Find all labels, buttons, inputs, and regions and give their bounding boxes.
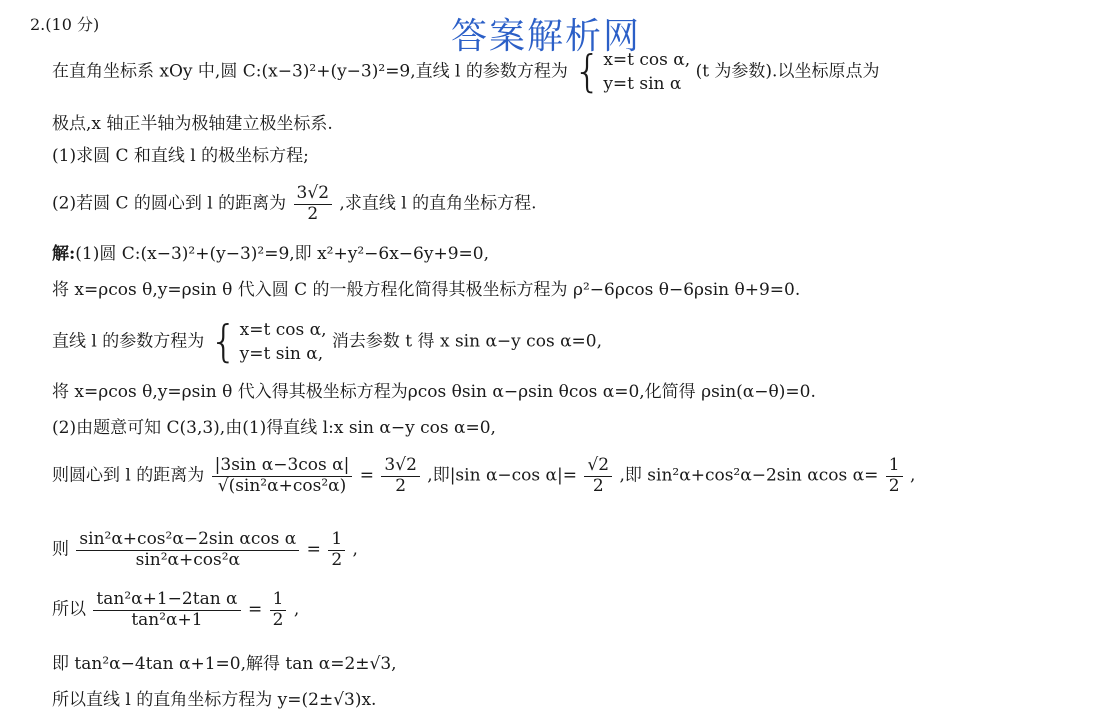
parametric-system xyxy=(573,46,691,97)
fraction-denominator: √(sin²α+cos²α) xyxy=(217,475,347,496)
solution-text: ,即 sin²α+cos²α−2sin αcos α= xyxy=(619,465,879,486)
fraction-denominator: 2 xyxy=(272,609,284,630)
fraction-numerator: |3sin α−3cos α| xyxy=(212,456,353,477)
solution-text: (1)圆 C:(x−3)²+(y−3)²=9,即 x²+y²−6x−6y+9=0, xyxy=(75,244,489,264)
solution-text: 消去参数 t 得 x sin α−y cos α=0, xyxy=(331,331,603,352)
brace: { xyxy=(573,46,602,97)
fraction-numerator: 3√2 xyxy=(381,456,419,477)
bleed-through-text xyxy=(860,18,864,34)
problem-intro-text: 在直角坐标系 xOy 中,圆 C:(x−3)²+(y−3)²=9,直线 l 的参数方程为 xyxy=(52,61,568,82)
solution-label: 解: xyxy=(52,244,76,264)
fraction-numerator: 1 xyxy=(886,456,903,477)
fraction xyxy=(886,456,903,496)
fraction xyxy=(270,590,287,630)
problem-intro xyxy=(52,46,880,97)
equals-sign: = xyxy=(247,599,263,620)
question-2 xyxy=(52,184,536,224)
fraction-denominator: tan²α+1 xyxy=(131,609,203,630)
solution-line-4: 将 x=ρcos θ,y=ρsin θ 代入得其极坐标方程为ρcos θsin α−ρsin θcos α=0,化简得 ρsin(α−θ)=0. xyxy=(52,382,816,402)
fraction-numerator: sin²α+cos²α−2sin αcos α xyxy=(76,530,299,551)
brace: { xyxy=(209,316,238,367)
param-y: y=t sin α xyxy=(603,73,682,94)
fraction-denominator: 2 xyxy=(592,475,604,496)
fraction-denominator: 2 xyxy=(331,549,343,570)
solution-line-2: 将 x=ρcos θ,y=ρsin θ 代入圆 C 的一般方程化简得其极坐标方程为 ρ²−6ρcos θ−6ρsin θ+9=0. xyxy=(52,280,801,300)
fraction-numerator: 1 xyxy=(328,530,345,551)
solution-text: 则 xyxy=(52,539,69,560)
solution-line-7 xyxy=(52,530,358,570)
fraction-numerator: √2 xyxy=(584,456,612,477)
question-2-text: (2)若圆 C 的圆心到 l 的距离为 xyxy=(52,193,287,214)
question-2-tail: ,求直线 l 的直角坐标方程. xyxy=(339,193,537,214)
solution-line-8 xyxy=(52,590,299,630)
fraction xyxy=(93,590,240,630)
solution-line-1 xyxy=(52,246,489,263)
solution-text: , xyxy=(910,465,916,486)
solution-line-5: (2)由题意可知 C(3,3),由(1)得直线 l:x sin α−y cos α=0, xyxy=(52,418,496,438)
parametric-system xyxy=(209,316,327,367)
problem-intro-tail: (t 为参数).以坐标原点为 xyxy=(695,61,880,82)
equals-sign: = xyxy=(359,465,375,486)
question-1: (1)求圆 C 和直线 l 的极坐标方程; xyxy=(52,146,309,166)
solution-line-3 xyxy=(52,316,603,367)
fraction xyxy=(328,530,345,570)
equals-sign: = xyxy=(306,539,321,560)
solution-text: 所以 xyxy=(52,599,86,620)
fraction-numerator: 3√2 xyxy=(294,184,332,205)
fraction-numerator: tan²α+1−2tan α xyxy=(93,590,240,611)
fraction xyxy=(212,456,353,496)
fraction-denominator: sin²α+cos²α xyxy=(135,549,241,570)
watermark: 答案解析网 xyxy=(451,16,642,57)
solution-text: , xyxy=(293,599,300,620)
solution-text: 直线 l 的参数方程为 xyxy=(52,331,205,352)
fraction xyxy=(76,530,299,570)
fraction-denominator: 2 xyxy=(395,475,407,496)
param-x: x=t cos α, xyxy=(239,319,327,340)
param-y: y=t sin α, xyxy=(239,343,324,364)
solution-text: , xyxy=(352,539,358,560)
fraction-denominator: 2 xyxy=(888,475,900,496)
solution-line-9: 即 tan²α−4tan α+1=0,解得 tan α=2±√3, xyxy=(52,654,397,674)
solution-text: ,即|sin α−cos α|= xyxy=(427,465,578,486)
param-x: x=t cos α, xyxy=(603,49,691,70)
fraction xyxy=(381,456,419,496)
fraction-numerator: 1 xyxy=(270,590,287,611)
solution-line-6 xyxy=(52,456,915,496)
problem-number: 2.(10 分) xyxy=(30,15,100,34)
problem-intro-cont: 极点,x 轴正半轴为极轴建立极坐标系. xyxy=(52,114,333,134)
fraction xyxy=(584,456,612,496)
fraction-denominator: 2 xyxy=(307,203,319,224)
solution-text: 则圆心到 l 的距离为 xyxy=(52,465,205,486)
solution-line-10: 所以直线 l 的直角坐标方程为 y=(2±√3)x. xyxy=(52,690,377,710)
fraction xyxy=(294,184,332,224)
